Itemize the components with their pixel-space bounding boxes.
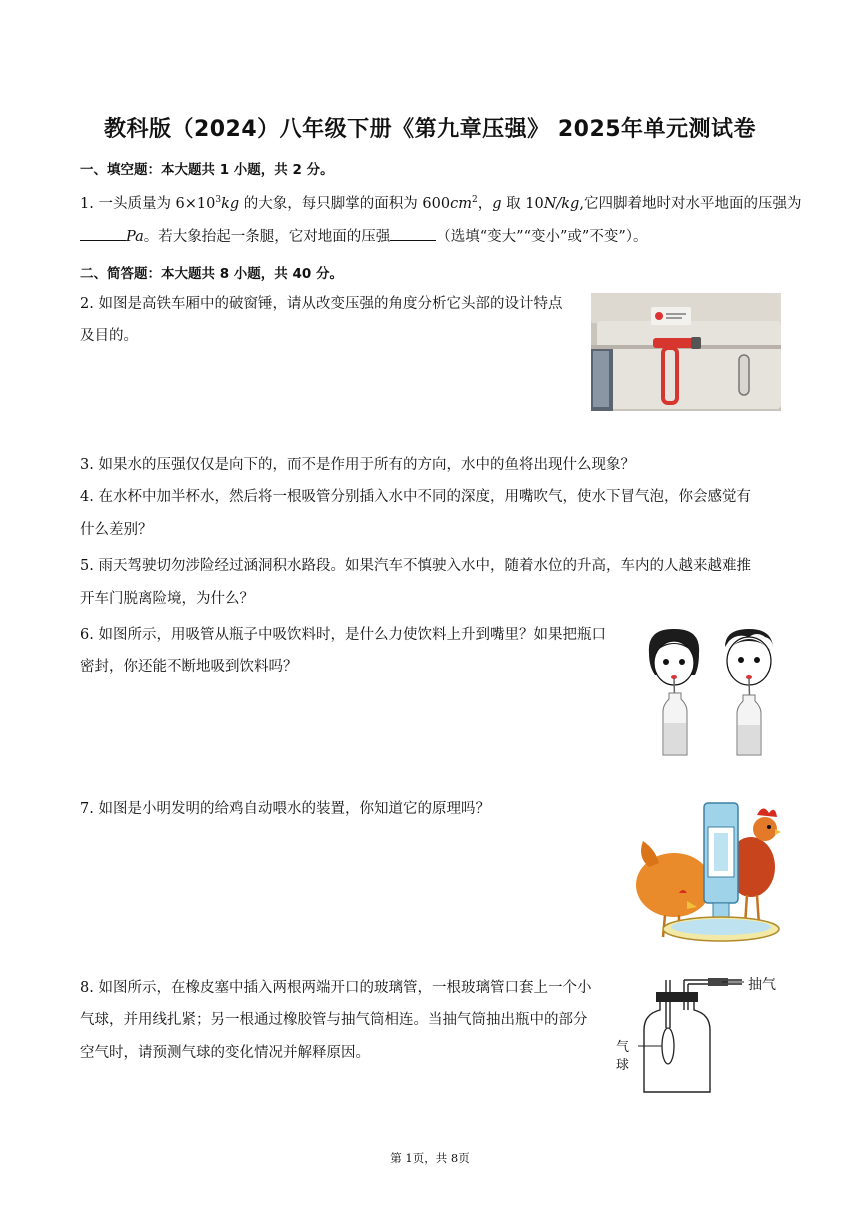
figure-flask-balloon <box>612 970 784 1096</box>
answer-blank-1[interactable] <box>80 226 126 241</box>
question-8-line-1: 8. 如图所示，在橡皮塞中插入两根两端开口的玻璃管，一根玻璃管口套上一个小 <box>80 980 592 996</box>
section-heading-fill-blank: 一、填空题：本大题共 1 小题，共 2 分。 <box>80 162 334 178</box>
page-title: 教科版（2024）八年级下册《第九章压强》 2025年单元测试卷 <box>103 117 757 142</box>
question-4-line-1: 4. 在水杯中加半杯水，然后将一根吸管分别插入水中不同的深度，用嘴吹气，使水下冒气泡，你会感觉有 <box>80 489 751 505</box>
answer-blank-2[interactable] <box>390 226 436 241</box>
question-8-line-3: 空气时，请预测气球的变化情况并解释原因。 <box>80 1045 370 1061</box>
section-heading-short-answer: 二、简答题：本大题共 8 小题，共 40 分。 <box>80 266 343 282</box>
question-7-line-1: 7. 如图是小明发明的给鸡自动喂水的装置，你知道它的原理吗？ <box>80 801 490 817</box>
question-1-line-1: 1. 一头质量为 $6\times 10^3kg$ 的大象，每只脚掌的面积为 $600cm^2$，g 取 10N/kg,它四脚着地时对水平地面的压强为 <box>80 195 802 212</box>
label-balloon-char-1: 气 <box>616 1040 630 1055</box>
label-balloon-char-2: 球 <box>616 1058 630 1073</box>
question-5-line-1: 5. 雨天驾驶切勿涉险经过涵洞积水路段。如果汽车不慎驶入水中，随着水位的升高，车内的人越来越难推 <box>80 558 751 574</box>
question-2-line-1: 2. 如图是高铁车厢中的破窗锤，请从改变压强的角度分析它头部的设计特点 <box>80 296 563 312</box>
question-4-line-2: 什么差别？ <box>80 522 153 538</box>
question-2-line-2: 及目的。 <box>80 328 138 344</box>
question-8-line-2: 气球，并用线扎紧；另一根通过橡胶管与抽气筒相连。当抽气筒抽出瓶中的部分 <box>80 1012 588 1028</box>
question-6-line-1: 6. 如图所示，用吸管从瓶子中吸饮料时，是什么力使饮料上升到嘴里？如果把瓶口 <box>80 627 606 643</box>
figure-window-hammer <box>591 293 781 411</box>
question-1-line-2: Pa。若大象抬起一条腿，它对地面的压强 （选填“变大”“变小”或”不变”）。 <box>80 226 647 247</box>
figure-straw-drinking <box>637 623 787 763</box>
page-footer: 第 1页，共 8页 <box>390 1151 470 1165</box>
question-6-line-2: 密封，你还能不断地吸到饮料吗？ <box>80 659 298 675</box>
question-3-line-1: 3. 如果水的压强仅仅是向下的，而不是作用于所有的方向，水中的鱼将出现什么现象？ <box>80 457 635 473</box>
question-5-line-2: 开车门脱离险境，为什么？ <box>80 591 254 607</box>
figure-chicken-feeder <box>629 797 781 947</box>
label-pump: 抽气 <box>748 977 776 993</box>
